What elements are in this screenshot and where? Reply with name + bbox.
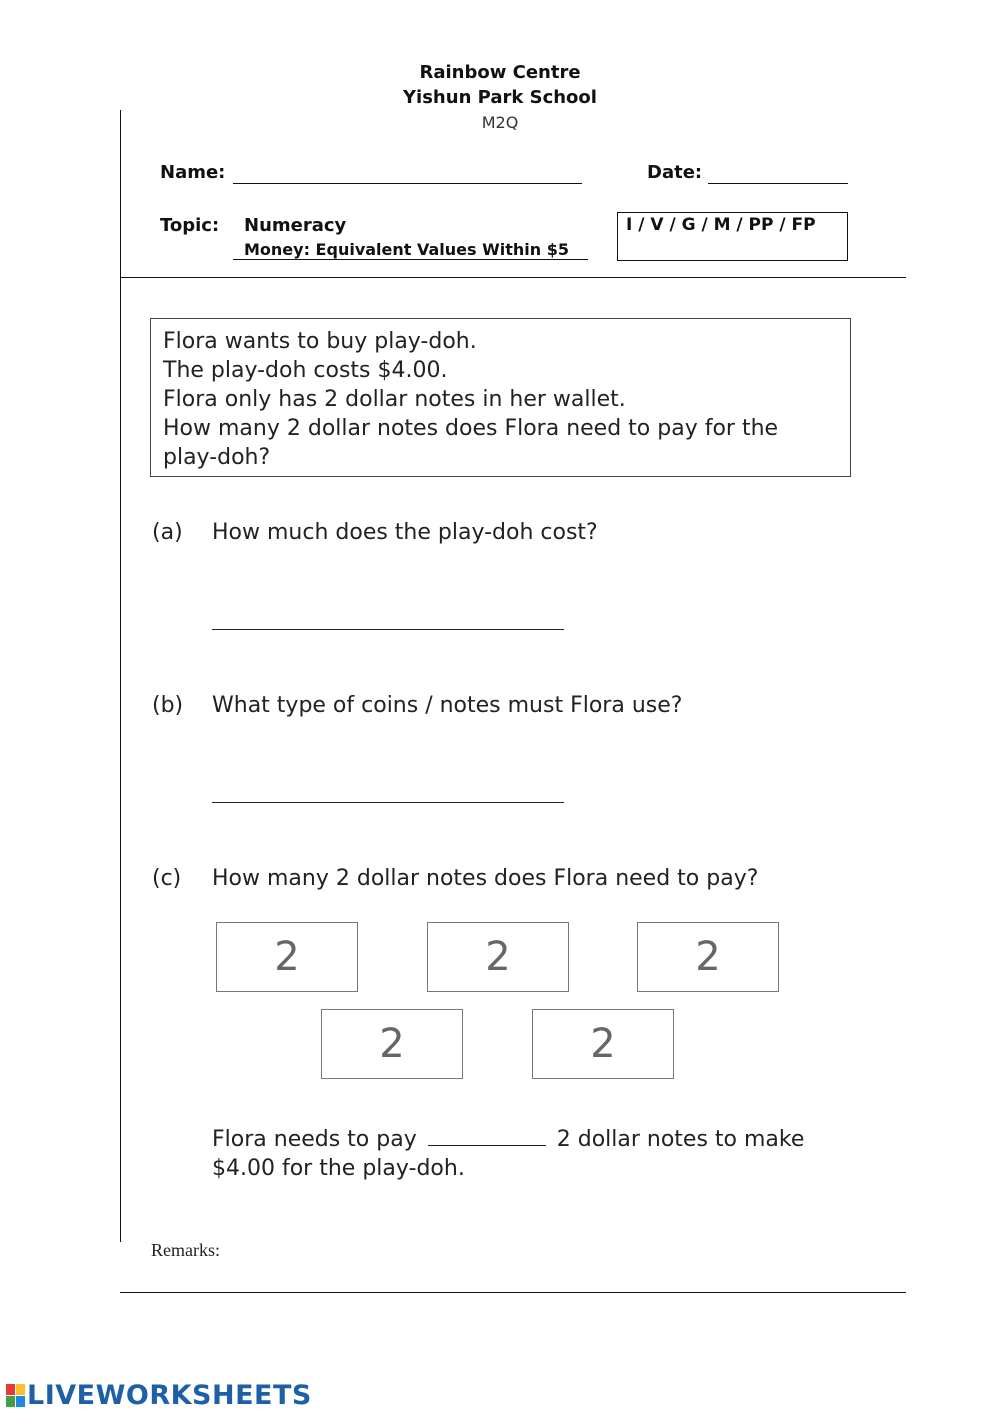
name-label: Name: xyxy=(160,162,226,183)
story-line: Flora only has 2 dollar notes in her wallet. xyxy=(163,387,626,412)
topic-label: Topic: xyxy=(160,215,220,236)
brand-text: LIVEWORKSHEETS xyxy=(27,1379,312,1411)
topic-subject: Numeracy xyxy=(244,215,347,236)
conclusion-after: 2 dollar notes to make xyxy=(556,1127,805,1152)
question-label: (b) xyxy=(152,693,184,718)
story-line: Flora wants to buy play-doh. xyxy=(163,329,477,354)
story-line: How many 2 dollar notes does Flora need to pay for the xyxy=(163,416,779,441)
question-label: (c) xyxy=(152,866,182,891)
answer-c-blank[interactable] xyxy=(428,1127,546,1146)
conclusion-before: Flora needs to pay xyxy=(212,1127,417,1152)
story-line: The play-doh costs $4.00. xyxy=(163,358,448,383)
remarks-divider xyxy=(120,1292,906,1293)
date-field[interactable] xyxy=(708,183,848,184)
answer-a-line[interactable] xyxy=(212,629,564,630)
school-title: Yishun Park School xyxy=(403,87,597,108)
topic-detail: Money: Equivalent Values Within $5 xyxy=(244,240,569,259)
answer-b-line[interactable] xyxy=(212,802,564,803)
logo-blocks-icon xyxy=(6,1384,25,1407)
question-text: How much does the play-doh cost? xyxy=(212,520,598,545)
levels-text: I / V / G / M / PP / FP xyxy=(626,215,816,235)
story-line: play-doh? xyxy=(163,445,271,470)
left-margin-line xyxy=(120,110,121,1242)
date-label: Date: xyxy=(647,162,703,183)
two-dollar-note[interactable]: 2 xyxy=(427,922,569,992)
two-dollar-note[interactable]: 2 xyxy=(216,922,358,992)
two-dollar-note[interactable]: 2 xyxy=(532,1009,674,1079)
question-text: What type of coins / notes must Flora use? xyxy=(212,693,683,718)
header-divider xyxy=(120,277,906,278)
levels-box xyxy=(617,212,848,261)
question-text: How many 2 dollar notes does Flora need to pay? xyxy=(212,866,759,891)
worksheet-code: M2Q xyxy=(481,113,519,132)
name-field[interactable] xyxy=(233,183,582,184)
org-title: Rainbow Centre xyxy=(419,62,581,83)
topic-underline xyxy=(233,259,588,260)
question-label: (a) xyxy=(152,520,183,545)
remarks-label: Remarks: xyxy=(151,1240,220,1260)
conclusion-line2: $4.00 for the play-doh. xyxy=(212,1156,465,1181)
liveworksheets-logo xyxy=(6,1380,312,1410)
conclusion xyxy=(212,1125,804,1183)
two-dollar-note[interactable]: 2 xyxy=(637,922,779,992)
two-dollar-note[interactable]: 2 xyxy=(321,1009,463,1079)
story-box xyxy=(150,318,851,477)
